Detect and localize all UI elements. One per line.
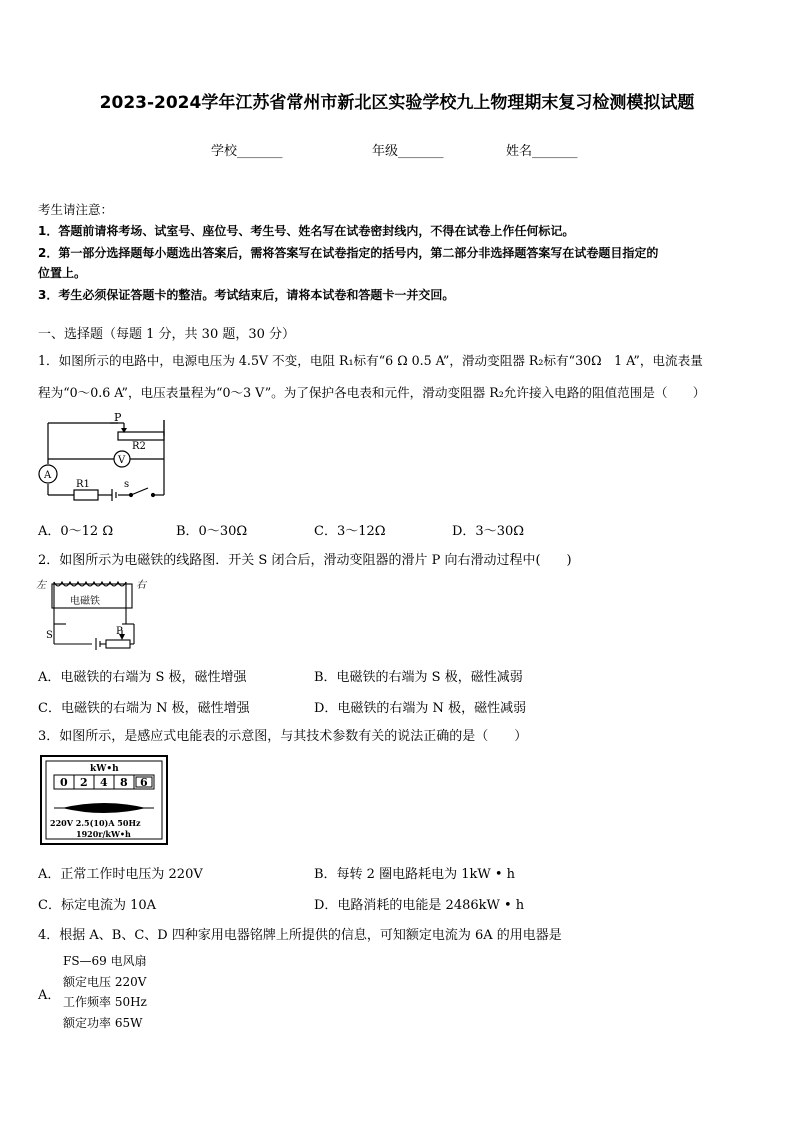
- q1-fig-r2-label: R2: [132, 441, 146, 452]
- name-field: 姓名_______: [506, 144, 578, 159]
- school-field: 学校_______: [211, 144, 283, 159]
- q1-line2: 程为“0～0.6 A”，电压表量程为“0～3 V”。为了保护各电表和元件，滑动变阻器 R₂允许接入电路的阻值范围是（ ）: [38, 385, 706, 400]
- notice-heading: 考生请注意：: [38, 202, 114, 217]
- q4-option-a-label: A．: [38, 988, 61, 1003]
- q3-option-c: C．标定电流为 10A: [38, 898, 157, 913]
- q1-fig-a-label: A: [44, 470, 52, 481]
- q2-fig-left-label: 左: [36, 580, 46, 591]
- q1-fig-p-label: P: [114, 412, 122, 424]
- q4-text: 4．根据 A、B、C、D 四种家用电器铭牌上所提供的信息，可知额定电流为 6A 的用电器是: [38, 928, 562, 943]
- q3-fig-digit-4: 8: [120, 776, 128, 789]
- q3-fig-unit-label: kW•h: [90, 764, 119, 774]
- q3-fig-digit-3: 4: [100, 776, 108, 789]
- section-heading: 一、选择题（每题 1 分，共 30 题，30 分）: [38, 327, 296, 342]
- q2-fig-right-label: 右: [136, 580, 146, 591]
- q3-fig-spec-1: 220V 2.5(10)A 50Hz: [50, 818, 141, 828]
- q3-meter-figure: [40, 755, 170, 847]
- notice-item-3: 3．考生必须保证答题卡的整洁。考试结束后，请将本试卷和答题卡一并交回。: [38, 288, 455, 302]
- q3-fig-digit-5: 6: [140, 776, 148, 789]
- q2-option-b: B．电磁铁的右端为 S 极，磁性减弱: [314, 670, 523, 685]
- q3-option-d: D．电路消耗的电能是 2486kW • h: [314, 898, 525, 913]
- q2-fig-core-label: 电磁铁: [70, 596, 100, 607]
- notice-item-2-cont: 位置上。: [38, 266, 87, 280]
- q3-fig-digit-1: 0: [60, 776, 68, 789]
- nameplate-voltage: 额定电压 220V: [63, 974, 147, 989]
- q1-option-c: C．3～12Ω: [314, 524, 386, 539]
- q2-electromagnet-figure: [36, 576, 156, 652]
- q1-option-d: D．3～30Ω: [452, 524, 525, 539]
- nameplate-power: 额定功率 65W: [63, 1015, 143, 1030]
- page-title: 2023-2024学年江苏省常州市新北区实验学校九上物理期末复习检测模拟试题: [99, 93, 695, 113]
- grade-field: 年级_______: [372, 144, 444, 159]
- nameplate-frequency: 工作频率 50Hz: [63, 995, 147, 1009]
- q4-option-a-nameplate: [63, 951, 147, 1033]
- q1-fig-s-label: s: [124, 479, 130, 490]
- q1-line1: 1．如图所示的电路中，电源电压为 4.5V 不变，电阻 R₁标有“6 Ω 0.5 A”，滑动变阻器 R₂标有“30Ω 1 A”，电流表量: [38, 353, 703, 368]
- q2-fig-p-label: P: [116, 626, 123, 637]
- q2-option-c: C．电磁铁的右端为 N 极，磁性增强: [38, 701, 250, 716]
- q1-option-a: A．0～12 Ω: [38, 524, 114, 539]
- q2-text: 2．如图所示为电磁铁的线路图．开关 S 闭合后，滑动变阻器的滑片 P 向右滑动过程中( ): [38, 553, 572, 568]
- notice-item-1: 1．答题前请将考场、试室号、座位号、考生号、姓名写在试卷密封线内，不得在试卷上作任何标记。: [38, 224, 575, 238]
- q1-circuit-figure: [36, 412, 176, 504]
- q1-fig-v-label: V: [118, 455, 126, 466]
- notice-item-2: 2．第一部分选择题每小题选出答案后，需将答案写在试卷指定的括号内，第二部分非选择题答案写在试卷题目指定的: [38, 246, 659, 260]
- q2-option-a: A．电磁铁的右端为 S 极，磁性增强: [38, 670, 247, 685]
- q3-fig-spec-2: 1920r/kW•h: [76, 829, 131, 839]
- q2-option-d: D．电磁铁的右端为 N 极，磁性减弱: [314, 701, 527, 716]
- nameplate-model: FS—69 电风扇: [63, 954, 147, 968]
- q3-text: 3．如图所示，是感应式电能表的示意图，与其技术参数有关的说法正确的是（ ）: [38, 729, 528, 744]
- q1-option-b: B．0～30Ω: [176, 524, 248, 539]
- q1-fig-r1-label: R1: [76, 479, 90, 490]
- q2-fig-s-label: S: [46, 630, 53, 641]
- q3-option-b: B．每转 2 圈电路耗电为 1kW • h: [314, 867, 516, 882]
- q3-option-a: A．正常工作时电压为 220V: [38, 867, 203, 882]
- q3-fig-digit-2: 2: [80, 776, 88, 789]
